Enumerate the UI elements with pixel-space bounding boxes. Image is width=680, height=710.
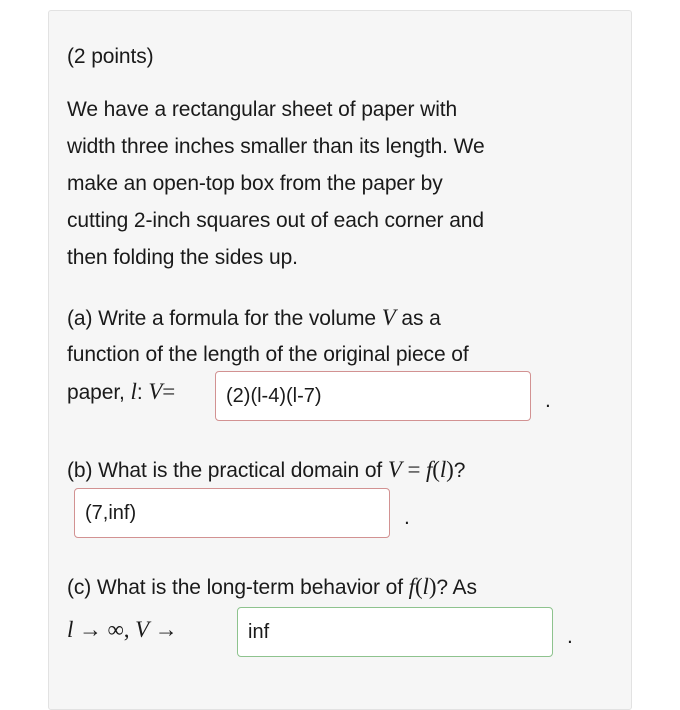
part-a-line-3 [67,373,175,411]
part-c-var-f: f [408,574,415,599]
part-b-question [67,451,465,489]
part-b-equals: = [401,457,426,482]
answer-c-period: . [567,625,573,648]
part-a-var-l: l [130,379,137,404]
statement-line-5: then folding the sides up. [67,246,298,269]
answer-a-value: (2)(l-4)(l-7) [226,384,322,407]
part-a-equals: = [162,379,176,404]
answer-b-value: (7,inf) [85,501,137,524]
answer-c-value: inf [248,620,270,643]
answer-a-input[interactable] [215,371,531,421]
part-b-close-paren: ) [446,457,454,482]
part-b-var-V: V [387,457,402,482]
part-c-var-l-2: l [67,617,74,642]
part-b-open-paren: ( [432,457,440,482]
answer-c-input[interactable] [237,607,553,657]
part-b-var-f: f [426,457,433,482]
part-a-line-2: function of the length of the original piece of [67,343,469,366]
part-c-text: (c) What is the long-term behavior of [67,576,409,599]
part-c-line-1 [67,568,477,606]
statement-line-4: cutting 2-inch squares out of each corner and [67,209,484,232]
part-a-line-1 [67,299,441,337]
part-c-var-l: l [422,574,429,599]
part-c-line-2 [67,611,178,649]
problem-card [48,10,632,710]
part-c-var-V: V [135,617,150,642]
part-c-text-post: ? As [436,576,477,599]
answer-b-input[interactable] [74,488,390,538]
answer-a-period: . [545,389,551,412]
part-a-var-V: V [381,305,396,330]
part-c-arrow-infinity: → ∞, [73,617,136,642]
statement-line-1: We have a rectangular sheet of paper with [67,98,458,121]
part-a-text-post: as a [395,307,441,330]
part-c-close-paren: ) [428,574,437,599]
part-b-text: (b) What is the practical domain of [67,459,388,482]
answer-b-period: . [404,506,410,529]
part-c-arrow: → [149,617,178,642]
statement-line-3: make an open-top box from the paper by [67,172,443,195]
part-a-colon: : [136,381,149,404]
points-label: (2 points) [67,45,154,68]
part-a-text: (a) Write a formula for the volume [67,307,382,330]
part-a-paper-text: paper, [67,381,131,404]
statement-line-2: width three inches smaller than its length. We [67,135,485,158]
part-c-open-paren: ( [414,574,423,599]
part-a-var-V-2: V [148,379,163,404]
part-b-var-l: l [439,457,447,482]
part-b-question-mark: ? [453,459,466,482]
